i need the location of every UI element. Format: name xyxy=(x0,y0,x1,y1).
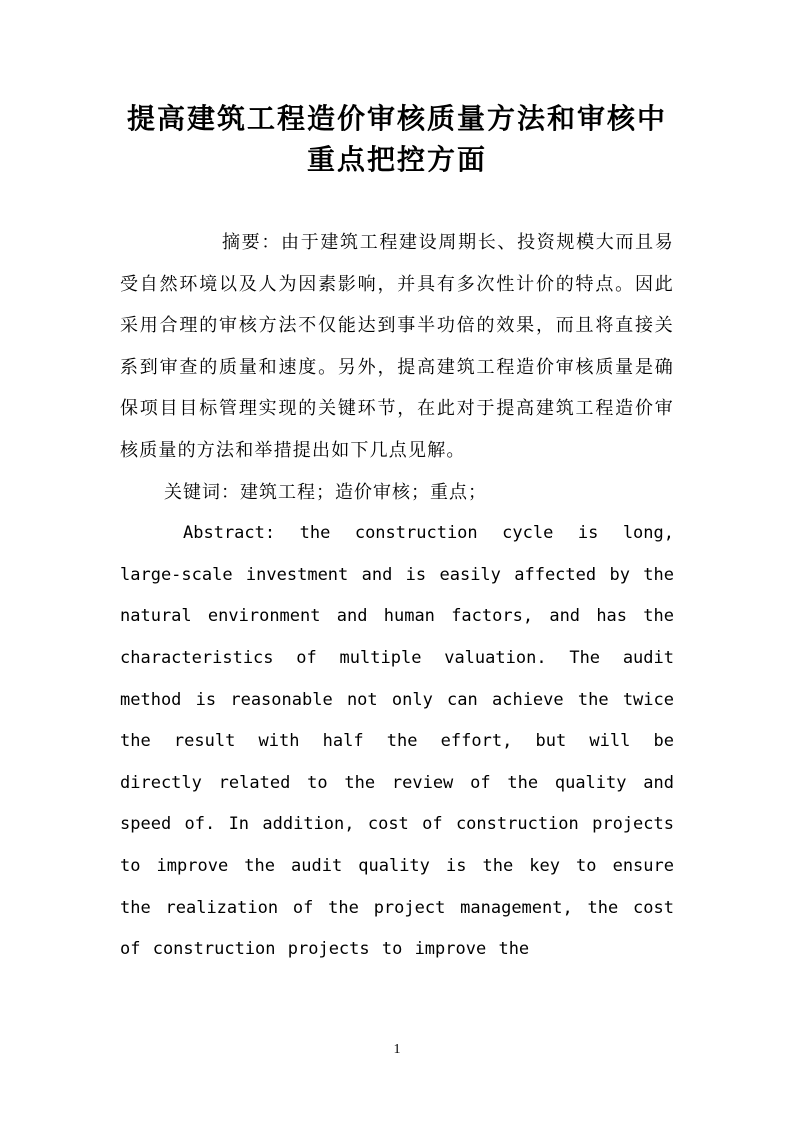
document-title-line-1: 提高建筑工程造价审核质量方法和审核中 xyxy=(126,102,667,135)
document-title-line-2: 重点把控方面 xyxy=(306,143,487,176)
keywords: 关键词：建筑工程；造价审核；重点； xyxy=(164,481,487,503)
page-number: 1 xyxy=(393,1042,401,1057)
document-body xyxy=(120,222,674,971)
abstract-english: Abstract: the construction cycle is long, large-scale investment and is easily affected by the natural environment and human factors, and has the characteristics of multiple valuation. The audit method is reasonable not only can achieve the twice the result with half the effort, but will be directly related to the review of the quality and speed of. In addition, cost of construction projects to improve the audit quality is the key to ensure the realization of the project management, the cost of construction projects to improve the xyxy=(120,523,674,960)
abstract-chinese: 摘要：由于建筑工程建设周期长、投资规模大而且易受自然环境以及人为因素影响，并具有多次性计价的特点。因此采用合理的审核方法不仅能达到事半功倍的效果，而且将直接关系到审查的质量和速度。另外，提高建筑工程造价审核质量是确保项目目标管理实现的关键环节，在此对于提高建筑工程造价审核质量的方法和举措提出如下几点见解。 xyxy=(120,232,674,461)
